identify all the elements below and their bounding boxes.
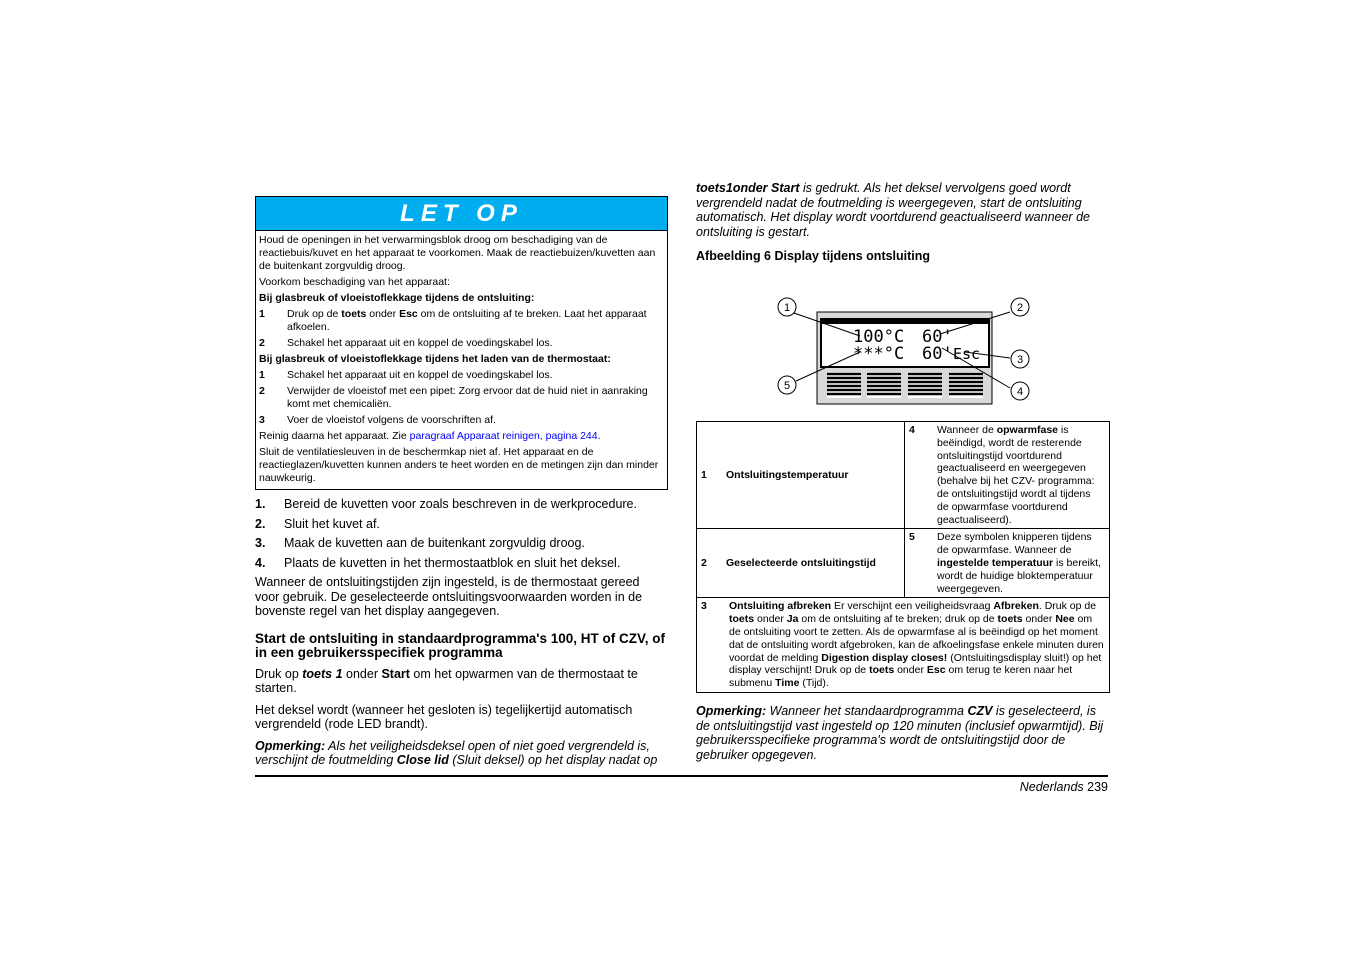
step-item: 2. Sluit het kuvet af. xyxy=(255,516,380,531)
legend-abort-text xyxy=(729,600,1105,690)
display-esc-label: Esc xyxy=(953,345,981,363)
callout-label: 3 xyxy=(1016,354,1024,366)
table-row xyxy=(697,598,1110,693)
display-figure xyxy=(760,290,1060,415)
section-heading: Start de ontsluiting in standaardprogramma's 100, HT of CZV, of in een gebruikersspecifiek programma xyxy=(255,630,666,660)
note-continuation: toets1onder Start is gedrukt. Als het deksel vervolgens goed wordt vergrendeld nadat de foutmelding is weergegeven, start de ontsluiting automatisch. Het display wordt voortdurend geactualiseerd wanneer de ontsluiting is gestart. xyxy=(696,181,1090,239)
legend-text-run: toets xyxy=(997,613,1023,626)
caution-title: LET OP xyxy=(256,197,667,231)
legend-text-run: onder xyxy=(754,613,787,626)
legend-text-run: Ja xyxy=(786,613,799,626)
legend-text-run: Digestion display closes! xyxy=(821,651,948,664)
note-paragraph: Opmerking: Wanneer het standaardprogramma CZV is geselecteerd, is de ontsluitingstijd vast ingesteld op 120 minuten (inclusief opwarmtijd). Bij gebruikersspecifieke programma's wordt de ontsluitingstijd door de gebruiker opgegeven. xyxy=(696,704,1104,762)
caution-paragraph: Voorkom beschadiging van het apparaat: xyxy=(259,276,450,288)
display-block-temperature: ***°C xyxy=(853,344,905,364)
step-item: 4. Plaats de kuvetten in het thermostaatblok en sluit het deksel. xyxy=(255,555,621,570)
display-key-1[interactable] xyxy=(827,372,861,398)
caution-paragraph: Reinig daarna het apparaat. Zie paragraaf Apparaat reinigen, pagina 244. xyxy=(259,430,601,442)
footer-rule xyxy=(255,775,1108,777)
legend-text-run: toets xyxy=(869,664,895,677)
list-item: 3 Voer de vloeistof volgens de voorschriften af. xyxy=(259,414,496,426)
legend-text-run: (Tijd). xyxy=(799,677,829,690)
legend-text-run: onder xyxy=(894,664,927,677)
list-item: 1 Druk op de toets onder Esc om de ontsluiting af te breken. Laat het apparaat afkoelen. xyxy=(259,308,647,333)
caution-paragraph: Houd de openingen in het verwarmingsblok droog om beschadiging van de reactiebuis/kuvet en het apparaat te voorkomen. Maak de reactiebuizen/kuvetten aan de buitenkant zorgvuldig droog. xyxy=(259,234,656,272)
callout-label: 5 xyxy=(783,380,791,392)
body-paragraph: Wanneer de ontsluitingstijden zijn ingesteld, is de thermostaat gereed voor gebruik. De geselecteerde ontsluitingsvoorwaarden worden in de bovenste regel van het display aangegeven. xyxy=(255,575,643,618)
note-paragraph: Opmerking: Als het veiligheidsdeksel open of niet goed vergrendeld is, verschijnt de foutmelding Close lid (Sluit deksel) op het display nadat op xyxy=(255,738,658,767)
legend-text-run: toets xyxy=(729,613,755,626)
page-footer xyxy=(1020,780,1108,794)
page-number: 239 xyxy=(1087,780,1108,794)
step-item: 3. Maak de kuvetten aan de buitenkant zorgvuldig droog. xyxy=(255,536,585,550)
legend-table-wrapper xyxy=(696,421,1110,693)
caution-subheading: Bij glasbreuk of vloeistoflekkage tijdens de ontsluiting: xyxy=(259,292,535,304)
table-row xyxy=(697,529,1110,598)
caution-subheading: Bij glasbreuk of vloeistoflekkage tijdens het laden van de thermostaat: xyxy=(259,353,611,365)
caution-box xyxy=(255,196,668,490)
callout-label: 1 xyxy=(783,302,791,314)
list-item: 2 Schakel het apparaat uit en koppel de voedingskabel los. xyxy=(259,337,553,349)
figure-caption: Afbeelding 6 Display tijdens ontsluiting xyxy=(696,249,931,263)
footer-language: Nederlands xyxy=(1019,780,1084,794)
body-paragraph: Druk op toets 1 onder Start om het opwarmen van de thermostaat te starten. xyxy=(255,666,638,695)
legend-text-run: Ontsluiting afbreken xyxy=(729,600,832,613)
legend-cell: 2 Geselecteerde ontsluitingstijd xyxy=(697,529,905,598)
legend-text-run: om de ontsluiting af te breken; druk op de xyxy=(798,613,998,626)
callout-label: 4 xyxy=(1016,386,1024,398)
caution-paragraph: Sluit de ventilatiesleuven in de beschermkap niet af. Het apparaat en de reactieglazen/kuvetten kunnen anders te heet worden en de metingen zijn dan minder nauwkeurig. xyxy=(259,446,659,484)
display-key-4[interactable] xyxy=(949,372,983,398)
display-key-3[interactable] xyxy=(908,372,942,398)
legend-text-run: (Ontsluitingsdisplay sluit!) op het display verschijnt! Druk op de xyxy=(729,651,1102,677)
legend-cell: 4 Wanneer de opwarmfase is beëindigd, wordt de resterende ontsluitingstijd voortdurend geactualiseerd en weergegeven (behalve bij het CZV- programma: de ontsluitingstijd wordt al tijdens de opwarmfase voortdurend geactualiseerd). xyxy=(905,422,1110,529)
body-paragraph: Het deksel wordt (wanneer het gesloten is) tegelijkertijd automatisch vergrendeld (rode LED brandt). xyxy=(255,702,633,731)
callout-label: 2 xyxy=(1016,302,1024,314)
legend-cell: 3 Ontsluiting afbreken Er verschijnt een veiligheidsvraag Afbreken. Druk op de toets onder Ja om de ontsluiting af te breken; druk op de toets onder Nee om de ontsluiting voort te zetten. Als de opwarmfase al is beëindigd op het moment dat de ontsluiting wordt afgebroken, kan de afkoelingsfase enkele minuten duren voordat de melding Digestion display closes! (Ontsluitingsdisplay sluit!) op het display verschijnt! Druk op de toets onder Esc om terug te keren naar het submenu Time (Tijd). xyxy=(697,598,1110,693)
legend-cell: 1 Ontsluitingstemperatuur xyxy=(697,422,905,529)
list-item: 2 Verwijder de vloeistof met een pipet: Zorg ervoor dat de huid niet in aanraking komt met chemicaliën. xyxy=(259,385,648,410)
legend-text-run: Time xyxy=(775,677,800,690)
legend-text-run: . Druk op de xyxy=(1038,600,1097,613)
table-row xyxy=(697,422,1110,529)
legend-text-run: Afbreken xyxy=(993,600,1039,613)
display-remaining-time: 60' xyxy=(922,344,953,364)
list-item: 1 Schakel het apparaat uit en koppel de voedingskabel los. xyxy=(259,369,553,381)
legend-table xyxy=(696,421,1110,693)
legend-text-run: Esc xyxy=(926,664,946,677)
legend-text-run: om terug te keren naar het submenu xyxy=(729,664,1073,690)
step-item: 1. Bereid de kuvetten voor zoals beschreven in de werkprocedure. xyxy=(255,497,637,511)
cross-reference-link[interactable]: paragraaf Apparaat reinigen, pagina 244 xyxy=(409,430,598,442)
right-column xyxy=(696,181,1110,271)
display-key-2[interactable] xyxy=(867,372,901,398)
display-time: 60' xyxy=(922,327,953,347)
legend-text-run: Er verschijnt een veiligheidsvraag xyxy=(831,600,994,613)
legend-text-run: Nee xyxy=(1055,613,1075,626)
legend-cell: 5 Deze symbolen knipperen tijdens de opwarmfase. Wanneer de ingestelde temperatuur is bereikt, wordt de huidige bloktemperatuur weergegeven. xyxy=(905,529,1110,598)
legend-text-run: om de ontsluiting voort te zetten. Als de opwarmfase al is beëindigd op het moment dat de ontsluiting wordt afgebroken, kan de afkoelingsfase enkele minuten duren voordat de melding xyxy=(729,613,1104,664)
left-column xyxy=(255,497,667,775)
lcd-top-bar xyxy=(821,319,989,324)
display-temperature: 100°C xyxy=(853,327,905,347)
legend-text-run: onder xyxy=(1022,613,1056,626)
